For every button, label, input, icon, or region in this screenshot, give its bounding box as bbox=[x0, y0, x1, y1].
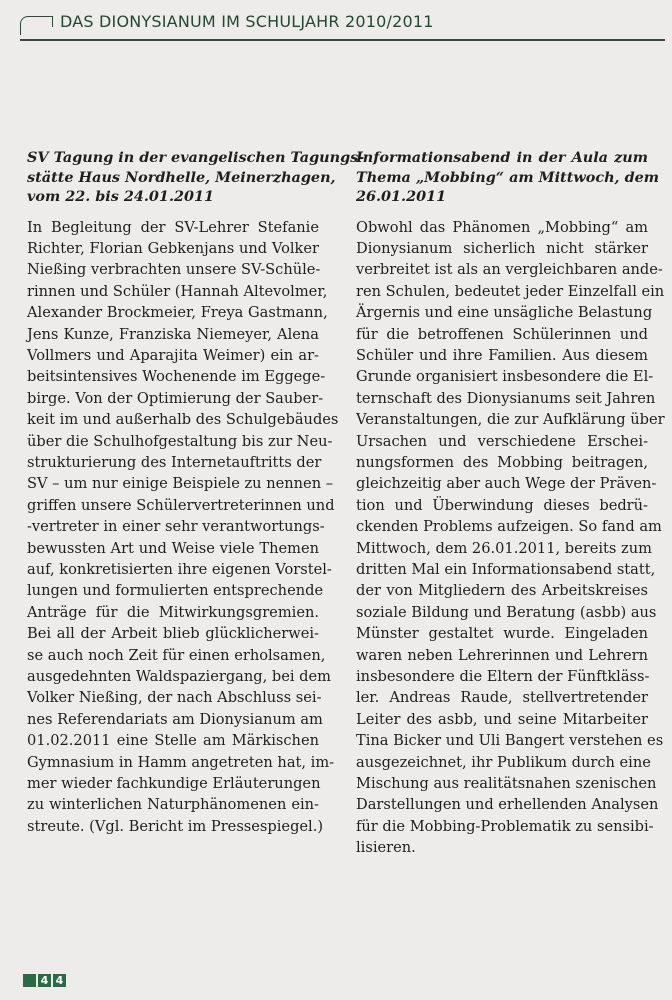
text-line: Tina Bicker und Uli Bangert verstehen es bbox=[356, 732, 664, 750]
text-line: Vollmers und Aparajita Weimer) ein ar- bbox=[27, 346, 319, 364]
running-header bbox=[20, 10, 660, 40]
text-line: Bei all der Arbeit blieb glücklicherwei- bbox=[27, 625, 319, 643]
text-line: -vertreter in einer sehr verantwortungs- bbox=[27, 518, 325, 536]
text-line: waren neben Lehrerinnen und Lehrern bbox=[356, 646, 648, 664]
text-line: bewussten Art und Weise viele Themen bbox=[27, 539, 319, 557]
heading-line: stätte Haus Nordhelle, Meinerzhagen, bbox=[27, 168, 336, 186]
text-line: auf, konkretisierten ihre eigenen Vorstel- bbox=[27, 561, 332, 578]
text-line: ternschaft des Dionysianums seit Jahren bbox=[356, 389, 656, 407]
text-line: für die Mobbing-Problematik zu sensibi- bbox=[356, 817, 654, 835]
text-line: Richter, Florian Gebkenjans und Volker bbox=[27, 239, 319, 257]
article-body bbox=[27, 217, 339, 838]
heading-line: Informationsabend in der Aula zum bbox=[356, 149, 648, 166]
header-tab-ornament-line bbox=[40, 16, 53, 27]
text-line: Grunde organisiert insbesondere die El- bbox=[356, 368, 654, 386]
text-line: Schüler und ihre Familien. Aus diesem bbox=[356, 346, 648, 364]
text-line: dritten Mal ein Informationsabend statt, bbox=[356, 561, 656, 578]
text-line: Leiter des asbb, und seine Mitarbeiter bbox=[356, 710, 648, 728]
header-title: DAS DIONYSIANUM IM SCHULJAHR 2010/2011 bbox=[60, 12, 434, 31]
text-line: soziale Bildung und Beratung (asbb) aus bbox=[356, 603, 657, 621]
text-line: strukturierung des Internetauftritts der bbox=[27, 453, 322, 471]
text-line: Alexander Brockmeier, Freya Gastmann, bbox=[27, 304, 328, 322]
text-line: se auch noch Zeit für einen erholsamen, bbox=[27, 646, 326, 664]
text-line: insbesondere die Eltern der Fünftkläss- bbox=[356, 668, 650, 686]
text-line: zu winterlichen Naturphänomenen ein- bbox=[27, 796, 319, 814]
text-line: Mittwoch, dem 26.01.2011, bereits zum bbox=[356, 539, 652, 557]
text-line: mer wieder fachkundige Erläuterungen bbox=[27, 775, 321, 793]
text-line: Obwohl das Phänomen „Mobbing“ am bbox=[356, 218, 648, 236]
text-line: SV – um nur einige Beispiele zu nennen – bbox=[27, 475, 334, 493]
text-line: ckenden Problems aufzeigen. So fand am bbox=[356, 518, 662, 536]
header-rule bbox=[20, 39, 665, 41]
text-line: Münster gestaltet wurde. Eingeladen bbox=[356, 625, 648, 643]
text-line: keit im und außerhalb des Schulgebäudes bbox=[27, 411, 339, 429]
article-heading bbox=[27, 148, 365, 207]
article-mobbing bbox=[356, 148, 665, 859]
text-line: über die Schulhofgestaltung bis zur Neu- bbox=[27, 432, 333, 450]
text-line: nes Referendariats am Dionysianum am bbox=[27, 710, 323, 728]
text-line: Anträge für die Mitwirkungsgremien. bbox=[27, 603, 319, 621]
text-line: ren Schulen, bedeutet jeder Einzelfall ein bbox=[356, 282, 665, 300]
text-line: der von Mitgliedern des Arbeitskreises bbox=[356, 582, 648, 600]
text-line: In Begleitung der SV-Lehrer Stefanie bbox=[27, 218, 319, 236]
text-line: rinnen und Schüler (Hannah Altevolmer, bbox=[27, 282, 328, 300]
page-number bbox=[23, 974, 66, 987]
text-line: Veranstaltungen, die zur Aufklärung über bbox=[356, 411, 665, 429]
heading-line: vom 22. bis 24.01.2011 bbox=[27, 188, 215, 205]
text-line: nungsformen des Mobbing beitragen, bbox=[356, 453, 648, 471]
text-line: Nießing verbrachten unsere SV-Schüle- bbox=[27, 261, 321, 279]
article-sv-tagung bbox=[27, 148, 365, 837]
header-tab-ornament bbox=[20, 16, 41, 35]
text-line: für die betroffenen Schülerinnen und bbox=[356, 325, 648, 343]
heading-line: Thema „Mobbing“ am Mittwoch, dem bbox=[356, 168, 660, 186]
text-line: Ursachen und verschiedene Erschei- bbox=[356, 432, 648, 450]
text-line: verbreitet ist als an vergleichbaren ande- bbox=[356, 261, 663, 279]
text-line: ausgezeichnet, ihr Publikum durch eine bbox=[356, 753, 651, 771]
page-number-digit: 4 bbox=[38, 974, 51, 987]
text-line: griffen unsere Schülervertreterinnen und bbox=[27, 496, 335, 514]
page-number-block bbox=[23, 974, 36, 987]
page-number-digit: 4 bbox=[53, 974, 66, 987]
text-line: Mischung aus realitätsnahen szenischen bbox=[356, 775, 657, 793]
text-line: tion und Überwindung dieses bedrü- bbox=[356, 496, 648, 514]
text-line: birge. Von der Optimierung der Sauber- bbox=[27, 389, 324, 407]
heading-line: 26.01.2011 bbox=[356, 188, 447, 205]
text-line: Volker Nießing, der nach Abschluss sei- bbox=[27, 689, 322, 707]
article-heading bbox=[356, 148, 660, 207]
article-body bbox=[356, 217, 665, 859]
text-line: Ärgernis und eine unsägliche Belastung bbox=[356, 304, 653, 322]
text-line: Dionysianum sicherlich nicht stärker bbox=[356, 239, 648, 257]
text-line: 01.02.2011 eine Stelle am Märkischen bbox=[27, 732, 319, 750]
text-line: ler. Andreas Raude, stellvertretender bbox=[356, 689, 648, 707]
text-line: ausgedehnten Waldspaziergang, bei dem bbox=[27, 668, 331, 686]
text-line: beitsintensives Wochenende im Eggege- bbox=[27, 368, 326, 386]
text-line: streute. (Vgl. Bericht im Pressespiegel.) bbox=[27, 817, 324, 835]
text-line: lisieren. bbox=[356, 839, 416, 857]
text-line: Gymnasium in Hamm angetreten hat, im- bbox=[27, 753, 335, 771]
text-line: Darstellungen und erhellenden Analysen bbox=[356, 796, 659, 814]
text-line: gleichzeitig aber auch Wege der Präven- bbox=[356, 475, 657, 493]
text-line: lungen und formulierten entsprechende bbox=[27, 582, 324, 600]
heading-line: SV Tagung in der evangelischen Tagungs- bbox=[27, 149, 365, 166]
text-line: Jens Kunze, Franziska Niemeyer, Alena bbox=[27, 325, 319, 343]
